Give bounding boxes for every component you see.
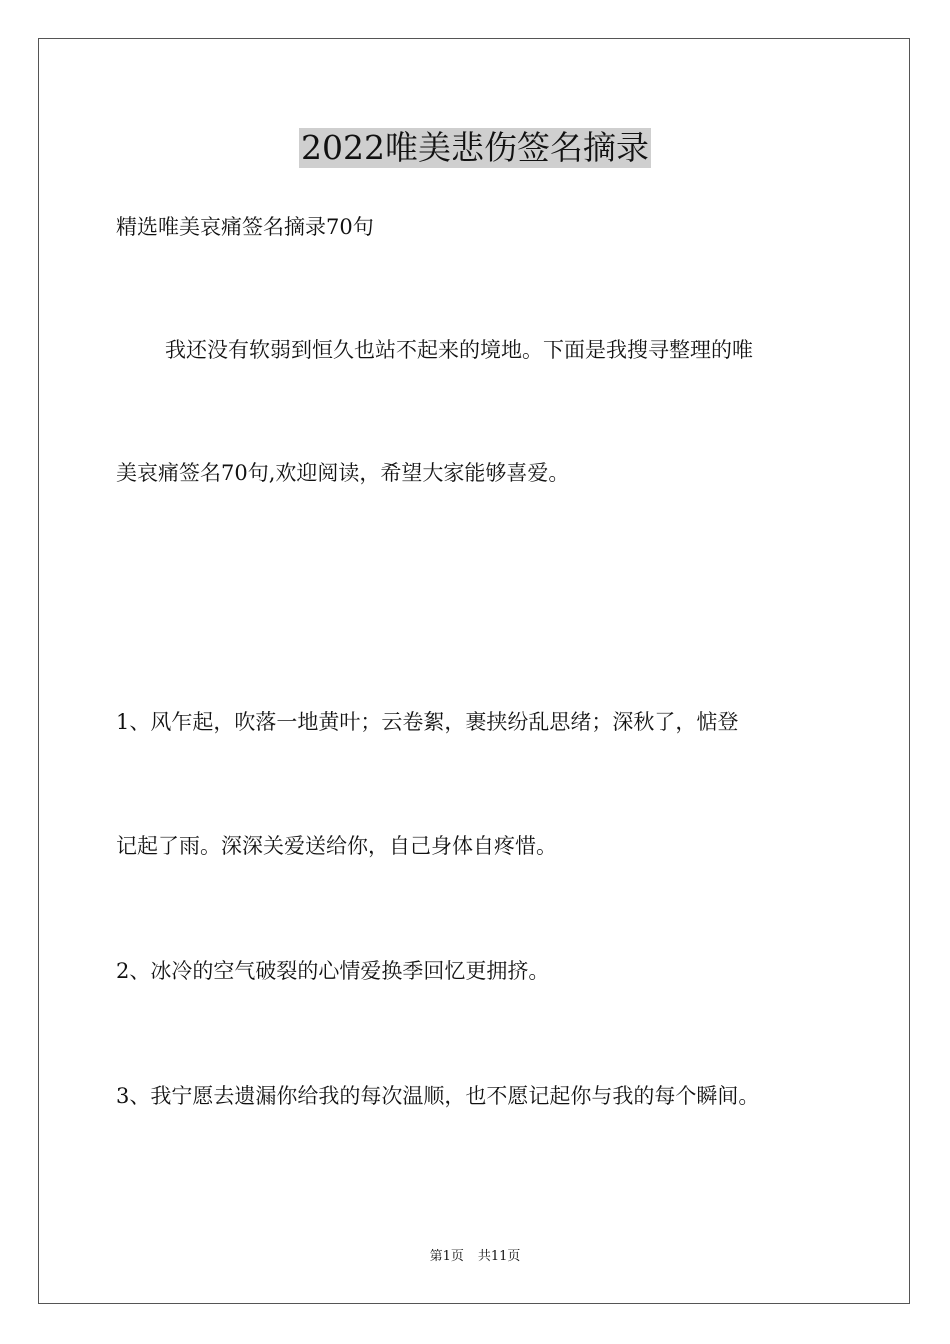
item-3-line: 3、我宁愿去遗漏你给我的每次温顺，也不愿记起你与我的每个瞬间。 [116, 1084, 760, 1108]
item-1-line-1: 1、风乍起，吹落一地黄叶；云卷絮，裹挟纷乱思绪；深秋了，惦登 [116, 710, 739, 734]
page-total: 共11页 [477, 1249, 521, 1264]
document-title: 2022唯美悲伤签名摘录 [301, 128, 649, 167]
item-1-line-2: 记起了雨。深深关爱送给你，自己身体自疼惜。 [116, 834, 557, 858]
page-footer [0, 1249, 950, 1265]
title-container [0, 128, 950, 168]
intro-line-1: 我还没有软弱到恒久也站不起来的境地。下面是我搜寻整理的唯 [165, 338, 753, 362]
intro-line-2: 美哀痛签名70句,欢迎阅读，希望大家能够喜爱。 [116, 461, 570, 485]
subtitle-line: 精选唯美哀痛签名摘录70句 [116, 215, 374, 239]
item-2-line: 2、冰冷的空气破裂的心情爱换季回忆更拥挤。 [116, 959, 550, 983]
page-number: 第1页 [429, 1249, 464, 1264]
